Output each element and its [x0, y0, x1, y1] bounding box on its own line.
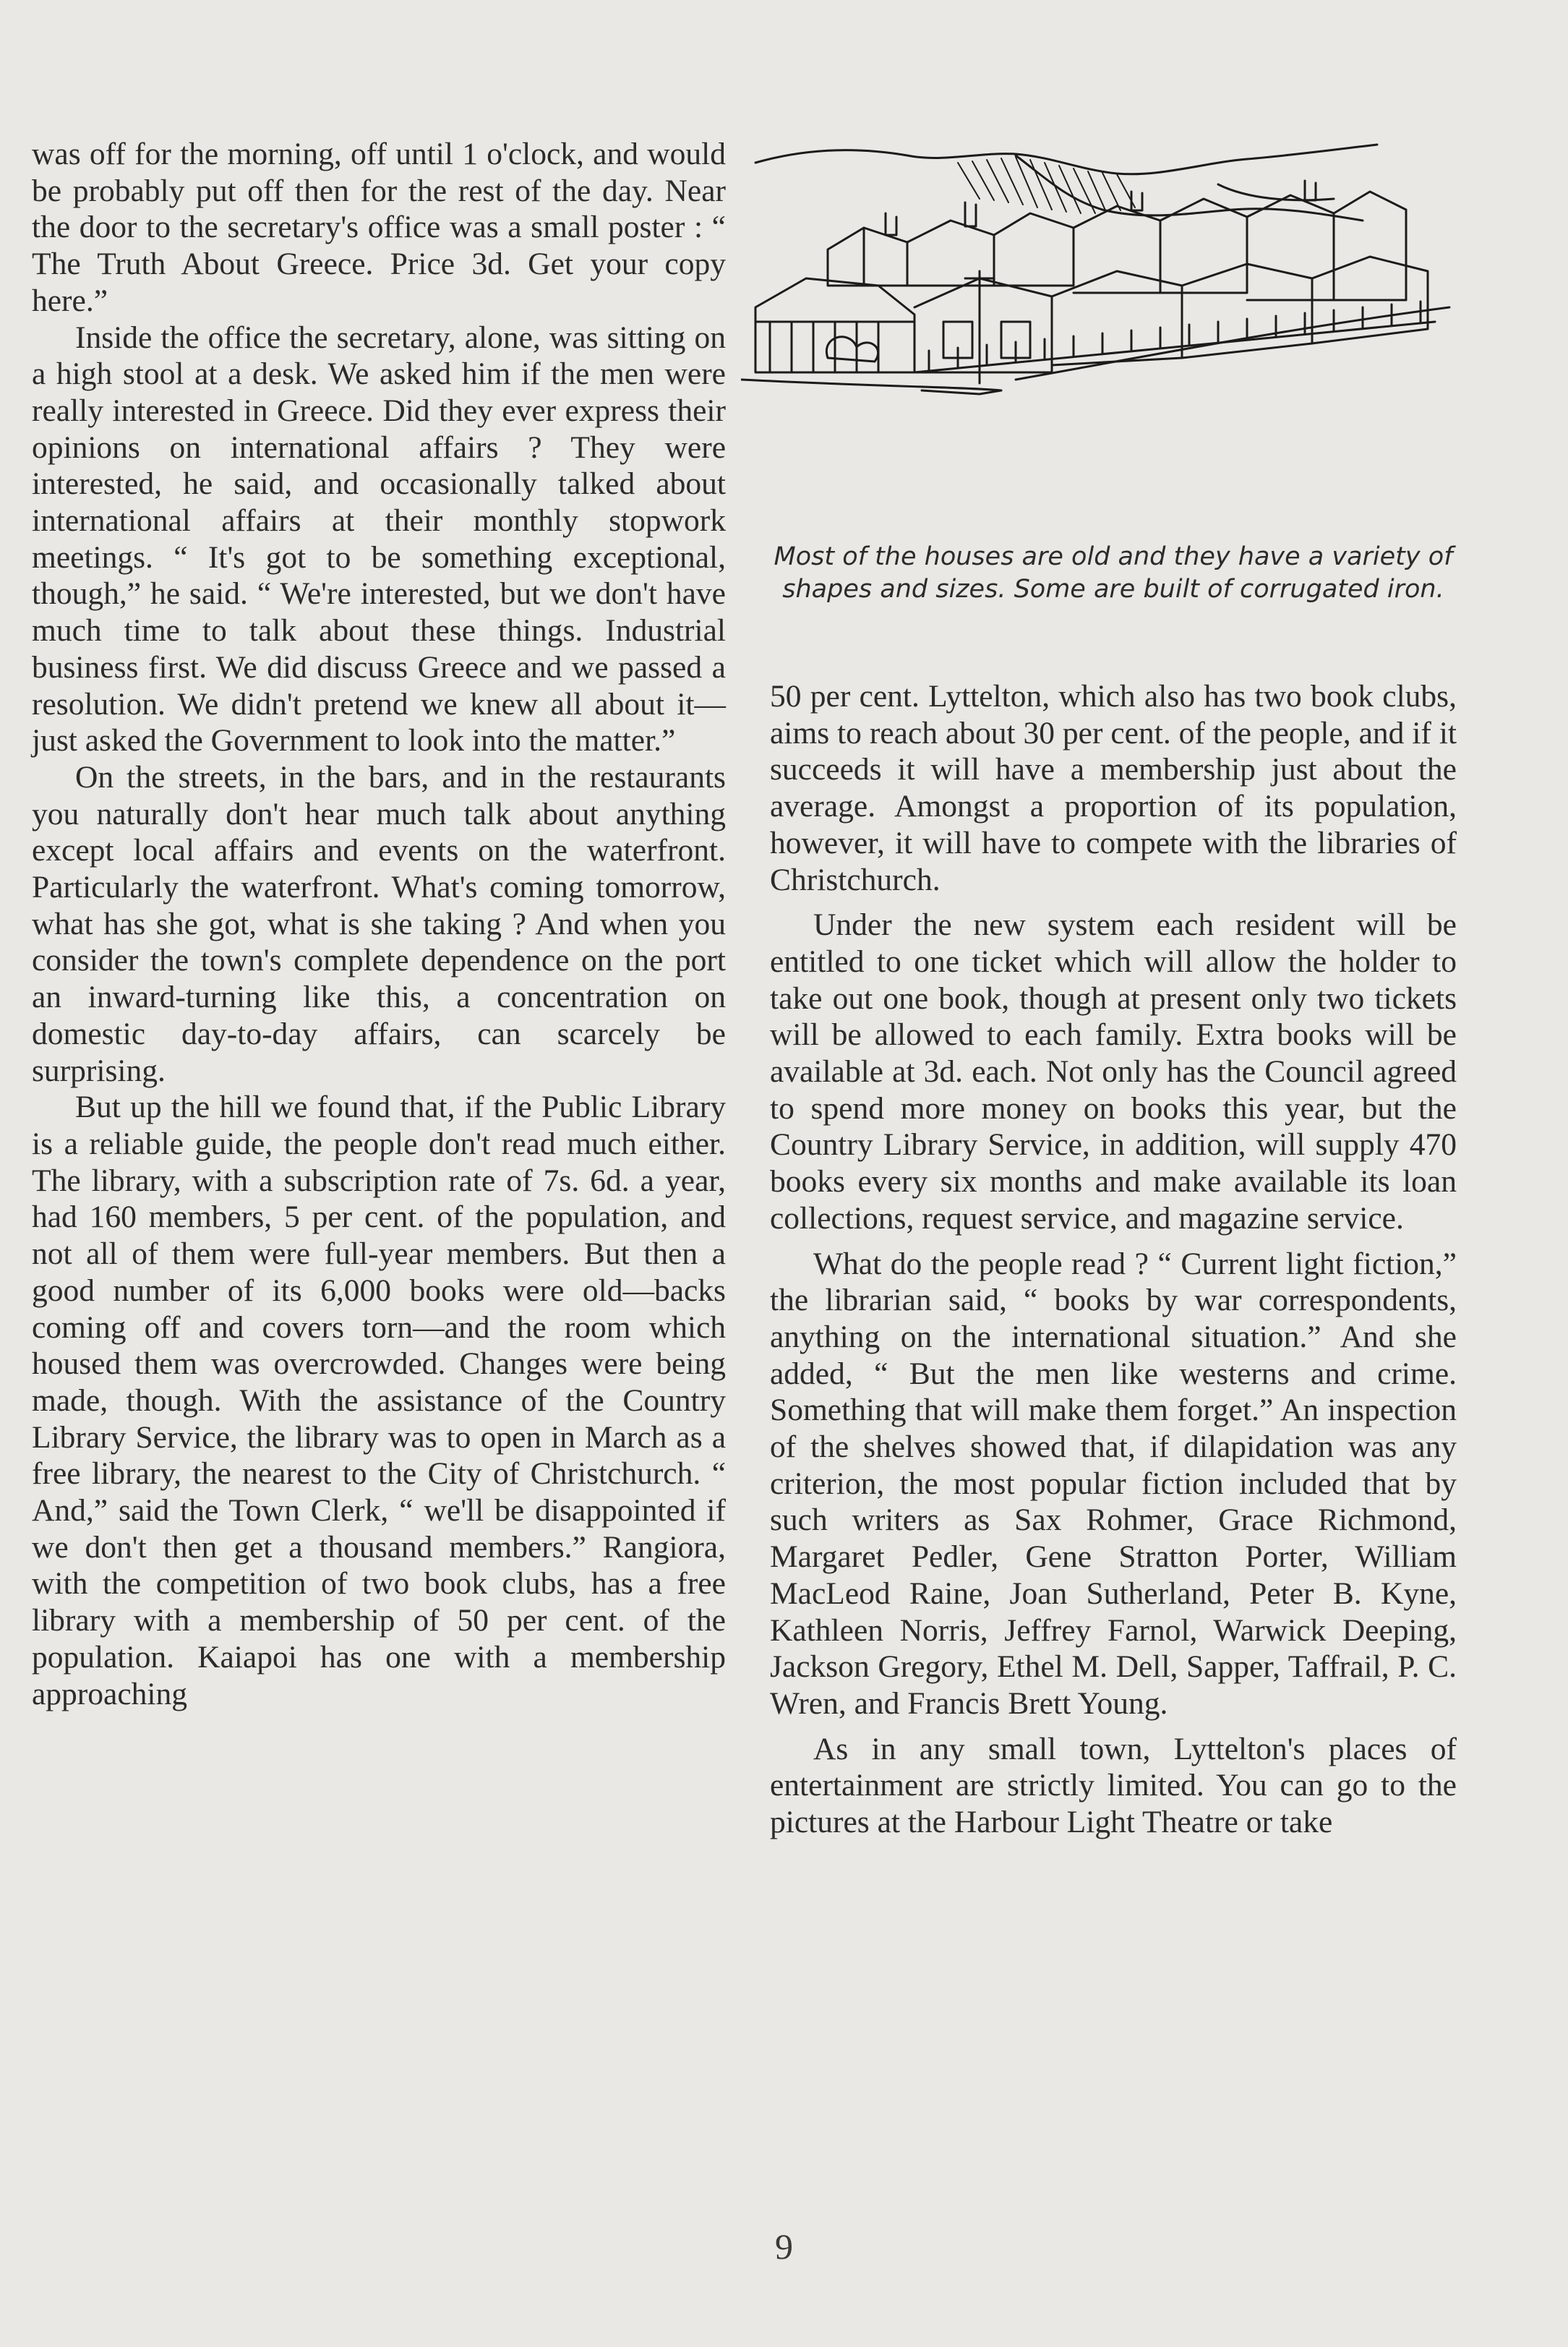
right-paragraph-3: What do the people read ? “ Current light fiction,” the librarian said, “ books by war correspondents, anything on the international situation.” And she added, “ But the men like westerns and crime. Something that will make them forget.” An inspection of the shelves showed that, if dilapidation was any criterion, the most popular fiction included that by such writers as Sax Rohmer, Grace Richmond, Margaret Pedler, Gene Stratton Porter, William MacLeod Raine, Joan Sutherland, Peter B. Kyne, Kathleen Norris, Jeffrey Farnol, Warwick Deeping, Jackson Gregory, Ethel M. Dell, Sapper, Taffrail, P. C. Wren, and Francis Brett Young.: [770, 1246, 1457, 1721]
page-number: 9: [775, 2226, 793, 2267]
left-paragraph-2: Inside the office the secretary, alone, was sitting on a high stool at a desk. We asked him if the men were really interested in Greece. Did they ever express their opinions on international affairs ? They were interested, he said, and occasionally talked about international affairs at their monthly stopwork meetings. “ It's got to be something exceptional, though,” he said. “ We're interested, but we don't have much time to talk about these things. Industrial business first. We did discuss Greece and we passed a resolution. We didn't pretend we knew all about it—just asked the Government to look into the matter.”: [32, 320, 726, 758]
left-paragraph-1: was off for the morning, off until 1 o'clock, and would be probably put off then for the rest of the day. Near the door to the secretary's office was a small poster : “ The Truth About Greece. Price 3d. Get your copy here.”: [32, 137, 726, 318]
left-paragraph-4: But up the hill we found that, if the Public Library is a reliable guide, the people don't read much either. The library, with a subscription rate of 7s. 6d. a year, had 160 members, 5 per cent. of the population, and not all of them were full-year members. But then a good number of its 6,000 books were old—backs coming off and covers torn—and the room which housed them was overcrowded. Changes were being made, though. With the assistance of the Country Library Service, the library was to open in March as a free library, the nearest to the City of Christchurch. “ And,” said the Town Clerk, “ we'll be disappointed if we don't then get a thousand members.” Rangiora, with the competition of two book clubs, has a free library with a membership of 50 per cent. of the population. Kaiapoi has one with a membership approaching: [32, 1090, 726, 1711]
right-column: [770, 678, 1457, 1841]
right-paragraph-4: As in any small town, Lyttelton's places of entertainment are strictly limited. You can go to the pictures at the Harbour Light Theatre or take: [770, 1731, 1457, 1840]
hillside-houses-icon: [741, 141, 1464, 535]
hillside-houses-illustration: [741, 141, 1464, 535]
left-paragraph-3: On the streets, in the bars, and in the restaurants you naturally don't hear much talk about anything except local affairs and events on the waterfront. Particularly the waterfront. What's coming tomorrow, what has she got, what is she taking ? And when you consider the town's complete dependence on the port an inward-turning like this, a concentration on domestic day-to-day affairs, can scarcely be surprising.: [32, 759, 726, 1088]
left-column: [32, 136, 726, 1712]
figure-caption: Most of the houses are old and they have a variety of shapes and sizes. Some are built of corrugated iron.: [774, 542, 1453, 604]
right-paragraph-2: Under the new system each resident will be entitled to one ticket which will allow the holder to take out one book, though at present only two tickets will be allowed to each family. Extra books will be available at 3d. each. Not only has the Council agreed to spend more money on books this year, but the Country Library Service, in addition, will supply 470 books every six months and make available its loan collections, request service, and magazine service.: [770, 907, 1457, 1236]
right-paragraph-1: 50 per cent. Lyttelton, which also has two book clubs, aims to reach about 30 per cent. of the people, and if it succeeds it will have a membership just about the average. Amongst a proportion of its population, however, it will have to compete with the libraries of Christchurch.: [770, 679, 1457, 897]
